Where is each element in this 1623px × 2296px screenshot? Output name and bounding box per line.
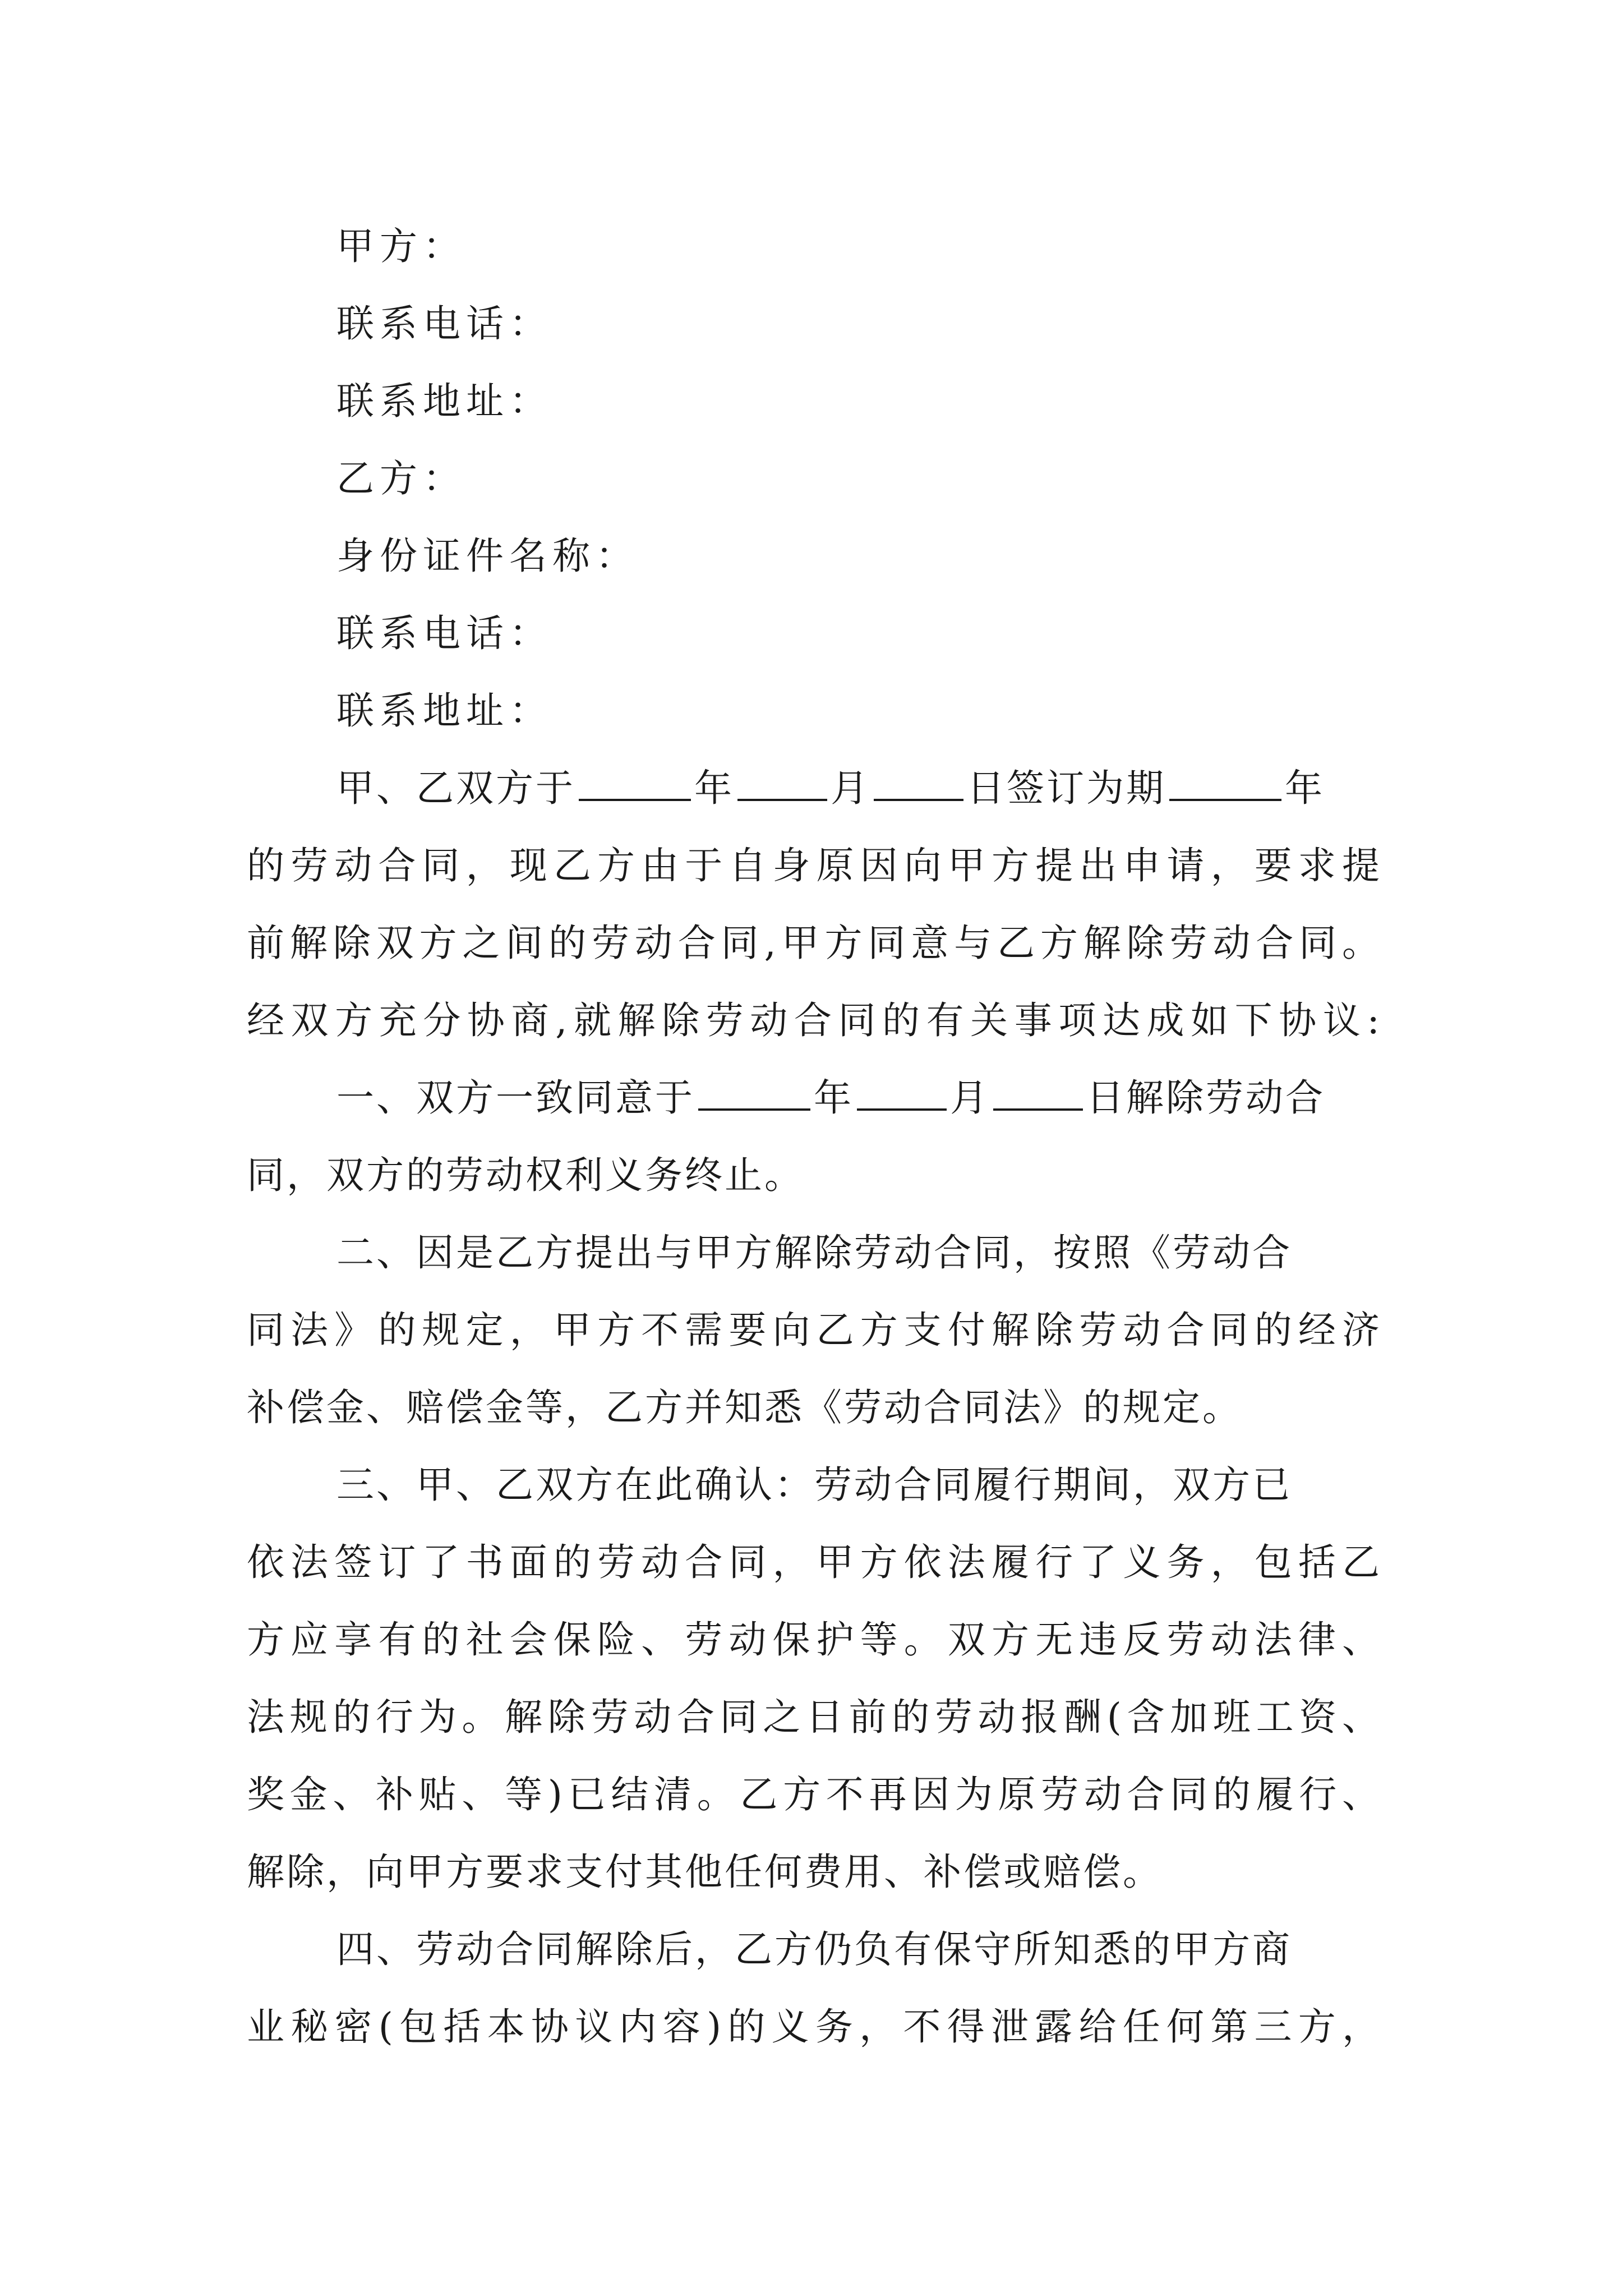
agreement-body xyxy=(247,208,1382,2065)
intro-line-3: 前解除双方之间的劳动合同,甲方同意与乙方解除劳动合同。 xyxy=(247,921,1382,965)
party-a-phone-label: 联系电话： xyxy=(336,302,552,346)
clause-3-line-5: 奖金、补贴、等)已结清。乙方不再因为原劳动合同的履行、 xyxy=(247,1773,1382,1816)
clause-3-line-2: 依法签订了书面的劳动合同，甲方依法履行了义务，包括乙 xyxy=(247,1540,1382,1584)
intro-text-signed-on: 甲、乙双方于 xyxy=(336,766,575,810)
party-b-address-label: 联系地址： xyxy=(336,689,552,733)
clause-1-text-terminate: 日解除劳动合 xyxy=(1086,1076,1325,1120)
clause-1-line-2: 同，双方的劳动权利义务终止。 xyxy=(247,1153,804,1197)
intro-month-unit: 月 xyxy=(831,766,870,810)
clause-3-line-3: 方应享有的社会保险、劳动保护等。双方无违反劳动法律、 xyxy=(247,1618,1382,1662)
party-b-label: 乙方： xyxy=(336,457,466,500)
clause-2-line-1: 二、因是乙方提出与甲方解除劳动合同，按照《劳动合 xyxy=(336,1231,1292,1274)
intro-year-unit: 年 xyxy=(694,766,734,810)
clause-1-text-agree: 一、双方一致同意于 xyxy=(336,1076,695,1120)
signing-day-blank xyxy=(874,767,963,801)
clause-1-line-1 xyxy=(247,1059,1382,1137)
party-a-label: 甲方： xyxy=(336,224,466,268)
clause-4-line-1: 四、劳动合同解除后，乙方仍负有保守所知悉的甲方商 xyxy=(336,1927,1292,1971)
clause-2-line-3: 补偿金、赔偿金等，乙方并知悉《劳动合同法》的规定。 xyxy=(247,1386,1242,1429)
party-a-address-label: 联系地址： xyxy=(336,379,552,423)
signing-month-blank xyxy=(737,767,827,801)
intro-text-term: 日签订为期 xyxy=(967,766,1166,810)
clause-4-line-2: 业秘密(包括本协议内容)的义务，不得泄露给任何第三方， xyxy=(247,2005,1382,2049)
contract-term-blank xyxy=(1169,767,1281,801)
intro-term-year-unit: 年 xyxy=(1285,766,1325,810)
signing-year-blank xyxy=(579,767,691,801)
clause-1-month-unit: 月 xyxy=(950,1076,990,1120)
party-b-id-type-label: 身份证件名称： xyxy=(336,534,639,578)
termination-day-blank xyxy=(993,1077,1083,1111)
termination-month-blank xyxy=(857,1077,947,1111)
clause-3-line-4: 法规的行为。解除劳动合同之日前的劳动报酬(含加班工资、 xyxy=(247,1695,1382,1739)
clause-3-line-6: 解除，向甲方要求支付其他任何费用、补偿或赔偿。 xyxy=(247,1850,1163,1894)
clause-3-line-1: 三、甲、乙双方在此确认：劳动合同履行期间，双方已 xyxy=(336,1463,1292,1507)
intro-line-2: 的劳动合同，现乙方由于自身原因向甲方提出申请，要求提 xyxy=(247,844,1382,887)
termination-year-blank xyxy=(698,1077,810,1111)
party-b-phone-label: 联系电话： xyxy=(336,611,552,655)
intro-line-1 xyxy=(247,749,1382,827)
clause-1-year-unit: 年 xyxy=(814,1076,854,1120)
clause-2-line-2: 同法》的规定，甲方不需要向乙方支付解除劳动合同的经济 xyxy=(247,1308,1382,1352)
intro-line-4: 经双方充分协商,就解除劳动合同的有关事项达成如下协议: xyxy=(247,999,1382,1042)
